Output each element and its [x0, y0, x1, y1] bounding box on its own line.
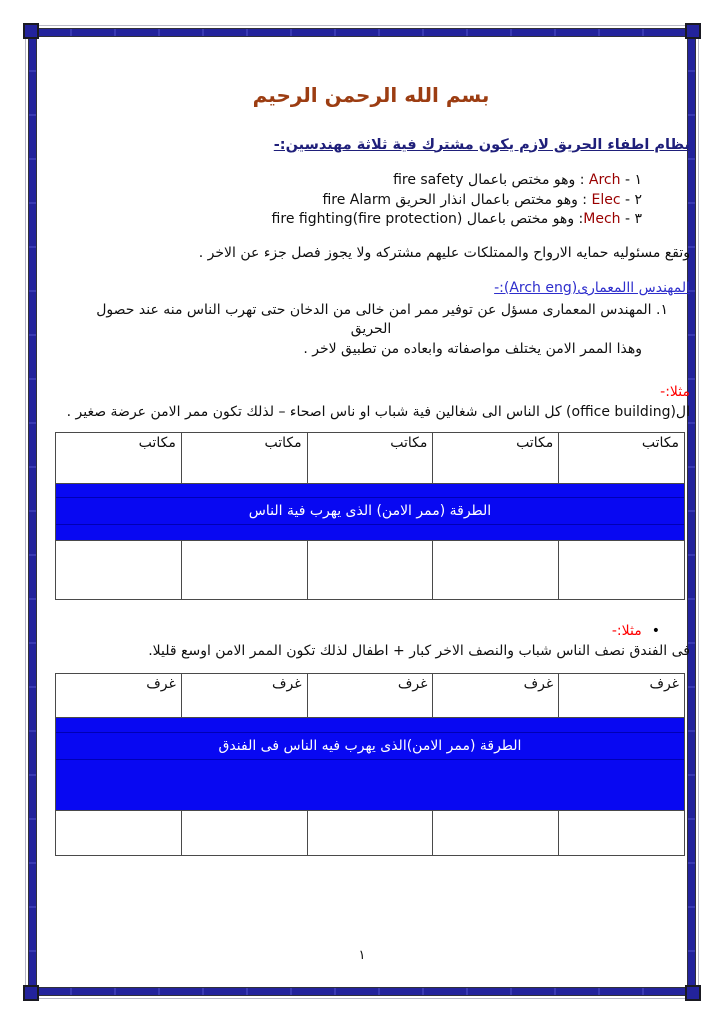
room-cell: غرف — [307, 674, 433, 718]
office-cell: مكاتب — [56, 433, 182, 484]
engineer-item-mech — [56, 210, 690, 230]
engineer-name: Mech — [583, 211, 621, 227]
office-cell: مكاتب — [559, 433, 685, 484]
engineers-list — [52, 171, 690, 230]
example1-paragraph: ال(office building) كل الناس الى شغالين فية شباب او ناس اصحاء – لذلك تكون ممر الامن عرضة صغير . — [66, 403, 690, 420]
office-cell: مكاتب — [433, 433, 559, 484]
architect-item-line3: وهذا الممر الامن يختلف مواصفاته وابعاده من تطبيق لاخر . — [303, 340, 642, 357]
engineer-name: Elec — [591, 191, 621, 208]
table-cell-empty — [181, 541, 307, 600]
corridor-strip — [56, 760, 684, 810]
office-cell: مكاتب — [307, 433, 433, 484]
item-description: : وهو مختص باعمال انذار الحريق — [390, 191, 592, 208]
main-heading: نظام اطفاء الحريق لازم يكون مشترك فية ثلاثة مهندسين:- — [273, 136, 690, 153]
office-empty-row — [56, 541, 685, 600]
item-description: : وهو مختص باعمال — [462, 211, 584, 227]
architect-section-heading: المهندس االمعمارى(Arch eng):- — [494, 280, 690, 296]
office-header-row — [56, 433, 685, 484]
office-building-table — [55, 432, 685, 600]
border-corner-knot-icon — [23, 23, 39, 39]
responsibility-paragraph: وتقع مسئوليه حمايه الارواح والممتلكات عليهم مشتركه ولا يجوز فصل جزء عن الاخر . — [198, 244, 690, 261]
room-cell: غرف — [56, 674, 182, 718]
table-cell-empty — [307, 811, 433, 856]
table-cell-empty — [433, 541, 559, 600]
table-cell-empty — [56, 811, 182, 856]
item-english-term: (fire protection)fire fighting — [271, 211, 463, 227]
room-cell: غرف — [433, 674, 559, 718]
table-cell-empty — [559, 811, 685, 856]
corridor-cell — [56, 718, 685, 811]
item-english-term: fire safety — [393, 172, 464, 188]
hotel-corridor-row — [56, 718, 685, 811]
engineer-item-elec — [56, 191, 690, 211]
corridor-strip — [56, 718, 684, 732]
hotel-table — [55, 673, 685, 856]
item-number: ٣ - — [620, 211, 642, 227]
engineer-name: Arch — [588, 172, 621, 188]
page-border-left — [28, 28, 37, 996]
page-border-bottom — [28, 987, 696, 996]
table-cell-empty — [181, 811, 307, 856]
item-description: : وهو مختص باعمال — [463, 172, 589, 188]
corridor-strip — [56, 484, 684, 497]
item-number: ٢ - — [620, 191, 642, 208]
office-corridor-row — [56, 484, 685, 541]
example2-paragraph: فى الفندق نصف الناس شباب والنصف الاخر كبار + اطفال لذلك تكون الممر الامن اوسع قليلا. — [148, 642, 690, 659]
room-cell: غرف — [181, 674, 307, 718]
document-body — [52, 36, 690, 988]
corridor-strip — [56, 525, 684, 540]
bullet-icon: • — [651, 623, 660, 639]
engineer-item-arch — [56, 171, 690, 191]
corridor-label: الطرقة (ممر الامن) الذى يهرب فية الناس — [56, 497, 684, 525]
table-cell-empty — [307, 541, 433, 600]
table-cell-empty — [559, 541, 685, 600]
architect-item-line2: الحريق — [350, 321, 392, 337]
example2-label: مثلا:- — [611, 623, 642, 639]
office-cell: مكاتب — [181, 433, 307, 484]
corridor-label: الطرقة (ممر الامن)الذى يهرب فيه الناس فى الفندق — [56, 732, 684, 760]
table-cell-empty — [56, 541, 182, 600]
table-cell-empty — [433, 811, 559, 856]
example1-label: مثلا:- — [660, 384, 690, 400]
basmala-title: بسم الله الرحمن الرحيم — [252, 83, 490, 107]
example2-label-line — [52, 622, 690, 642]
architect-item-line1: ١. المهندس المعمارى مسؤل عن توفير ممر امن خالى من الدخان حتى تهرب الناس منه عند حصول — [96, 301, 668, 318]
item-number: ١ - — [620, 172, 642, 188]
border-corner-knot-icon — [23, 985, 39, 1001]
hotel-header-row — [56, 674, 685, 718]
room-cell: غرف — [559, 674, 685, 718]
page-number: ١ — [358, 948, 366, 963]
hotel-empty-row — [56, 811, 685, 856]
item-english-term: fire Alarm — [322, 191, 391, 208]
corridor-cell — [56, 484, 685, 541]
